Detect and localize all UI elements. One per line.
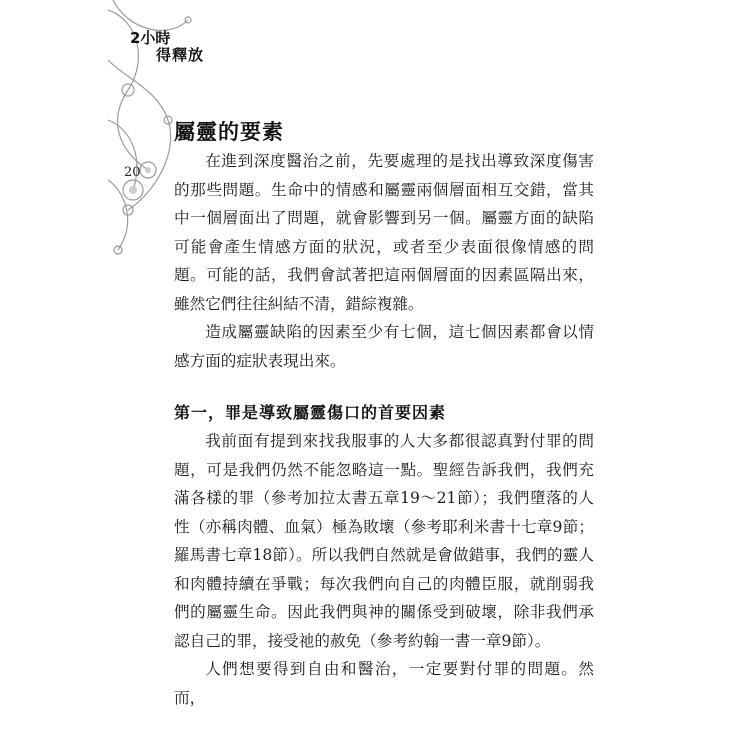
subsection-heading: 第一，罪是導致屬靈傷口的首要因素 (174, 403, 447, 422)
page-number: 20 (124, 165, 141, 180)
book-title-line1: 2小時 (130, 29, 171, 47)
body-paragraph-3 (174, 427, 594, 655)
running-header-book-title (130, 30, 204, 63)
body-paragraph-2 (174, 318, 594, 375)
paragraph-text: 造成屬靈缺陷的因素至少有七個，這七個因素都會以情感方面的症狀表現出來。 (174, 323, 594, 370)
body-paragraph-4 (174, 655, 594, 712)
paragraph-text: 人們想要得到自由和醫治，一定要對付罪的問題。然而， (174, 660, 594, 707)
paragraph-text: 我前面有提到來找我服事的人大多都很認真對付罪的問題，可是我們仍然不能忽略這一點。聖經告訴我們，我們充滿各樣的罪（參考加拉太書五章19～21節）；我們墮落的人性（亦稱肉體、血氣）極為敗壞（參考耶利米書十七章9節；羅馬書七章18節）。所以我們自然就是會做錯事，我們的靈人和肉體持續在爭戰；每次我們向自己的肉體臣服，就削弱我們的屬靈生命。因此我們與神的關係受到破壞，除非我們承認自己的罪，接受祂的赦免（參考約翰一書一章9節）。 (174, 432, 594, 650)
section-heading: 屬靈的要素 (174, 120, 284, 144)
body-paragraph-1 (174, 147, 594, 318)
paragraph-text: 在進到深度醫治之前，先要處理的是找出導致深度傷害的那些問題。生命中的情感和屬靈兩個層面相互交錯，當其中一個層面出了問題，就會影響到另一個。屬靈方面的缺陷可能會產生情感方面的狀況，或者至少表面很像情感的問題。可能的話，我們會試著把這兩個層面的因素區隔出來，雖然它們往往糾結不清，錯綜複雜。 (174, 152, 594, 313)
book-title-line2: 得釋放 (156, 45, 205, 64)
